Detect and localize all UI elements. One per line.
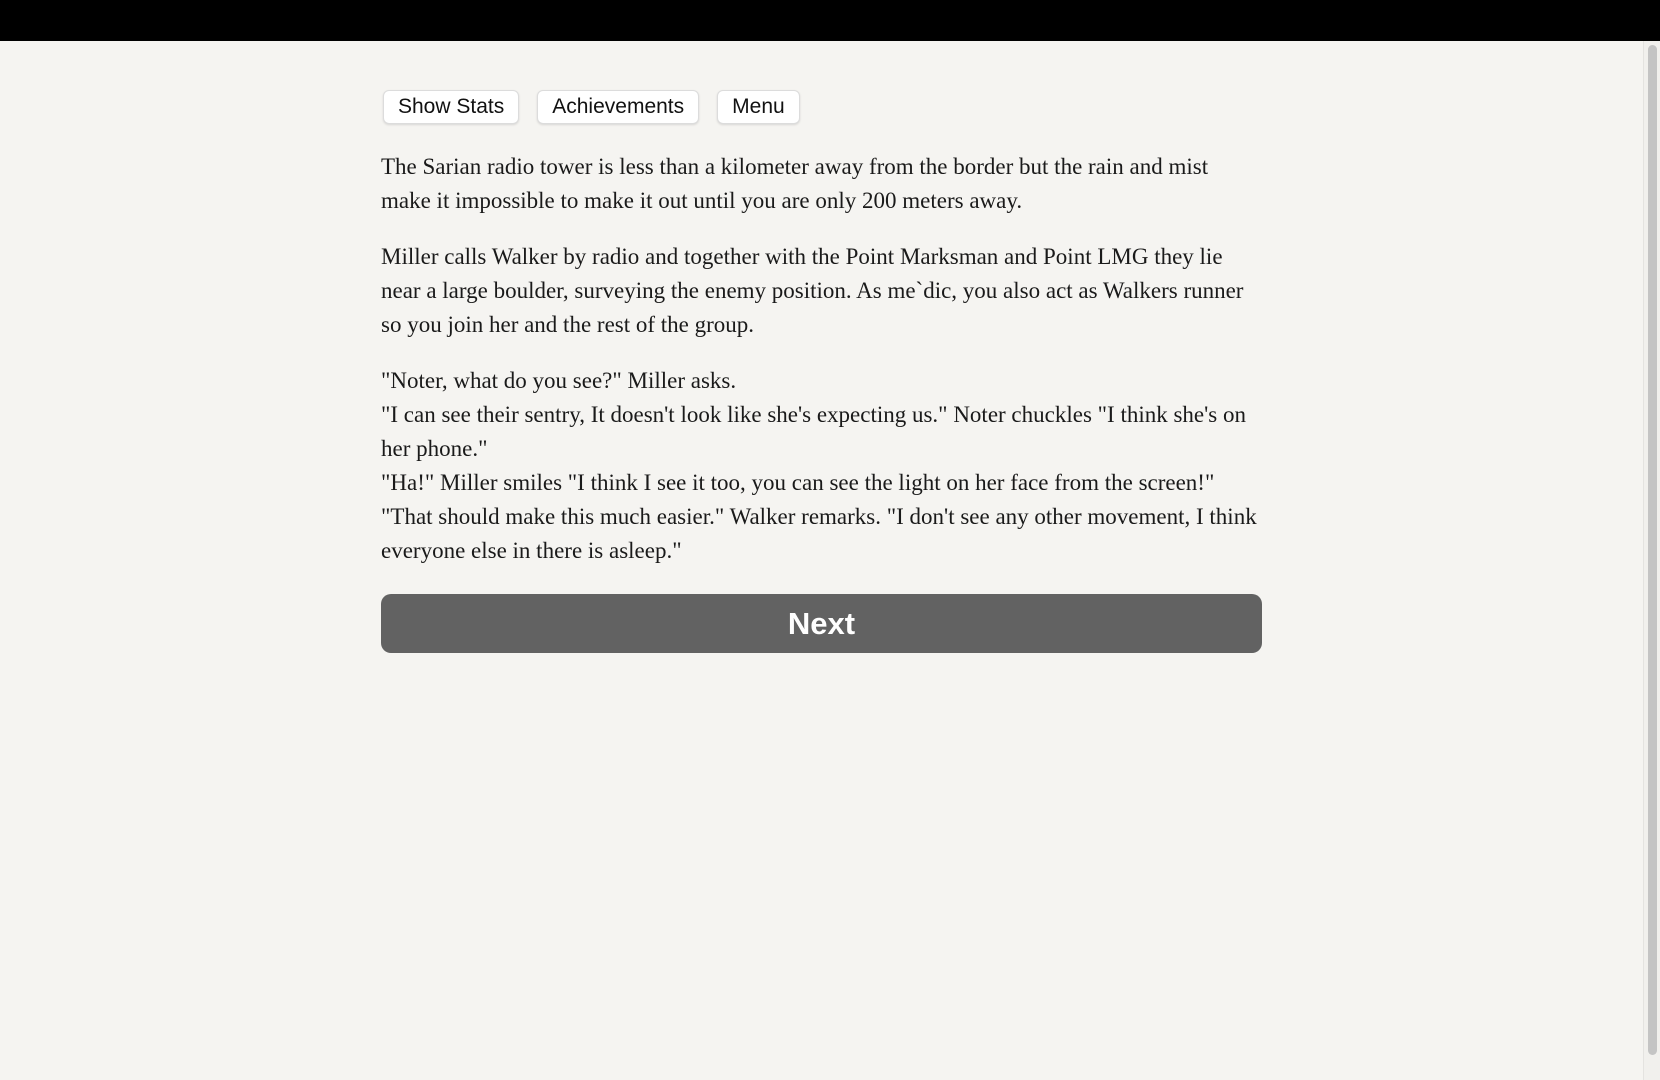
dialog-line: "I can see their sentry, It doesn't look like she's expecting us." Noter chuckles "I think she's on her phone."	[381, 402, 1246, 461]
show-stats-button[interactable]: Show Stats	[383, 90, 519, 124]
story-text	[381, 150, 1262, 568]
story-container	[381, 90, 1262, 653]
menu-button[interactable]: Menu	[717, 90, 800, 124]
dialog-block	[381, 364, 1262, 568]
scrollbar-thumb[interactable]	[1648, 45, 1657, 1055]
story-paragraph: The Sarian radio tower is less than a kilometer away from the border but the rain and mist make it impossible to make it out until you are only 200 meters away.	[381, 154, 1209, 213]
dialog-line: "Ha!" Miller smiles "I think I see it too, you can see the light on her face from the screen!"	[381, 470, 1215, 495]
story-paragraph: Miller calls Walker by radio and together with the Point Marksman and Point LMG they lie near a large boulder, surveying the enemy position. As me`dic, you also act as Walkers runner so you join her and the rest of the group.	[381, 244, 1244, 337]
toolbar	[383, 90, 1262, 124]
next-button[interactable]: Next	[381, 594, 1262, 653]
window-top-bar	[0, 0, 1660, 41]
achievements-button[interactable]: Achievements	[537, 90, 699, 124]
dialog-line: "That should make this much easier." Walker remarks. "I don't see any other movement, I think everyone else in there is asleep."	[381, 504, 1257, 563]
dialog-line: "Noter, what do you see?" Miller asks.	[381, 368, 737, 393]
